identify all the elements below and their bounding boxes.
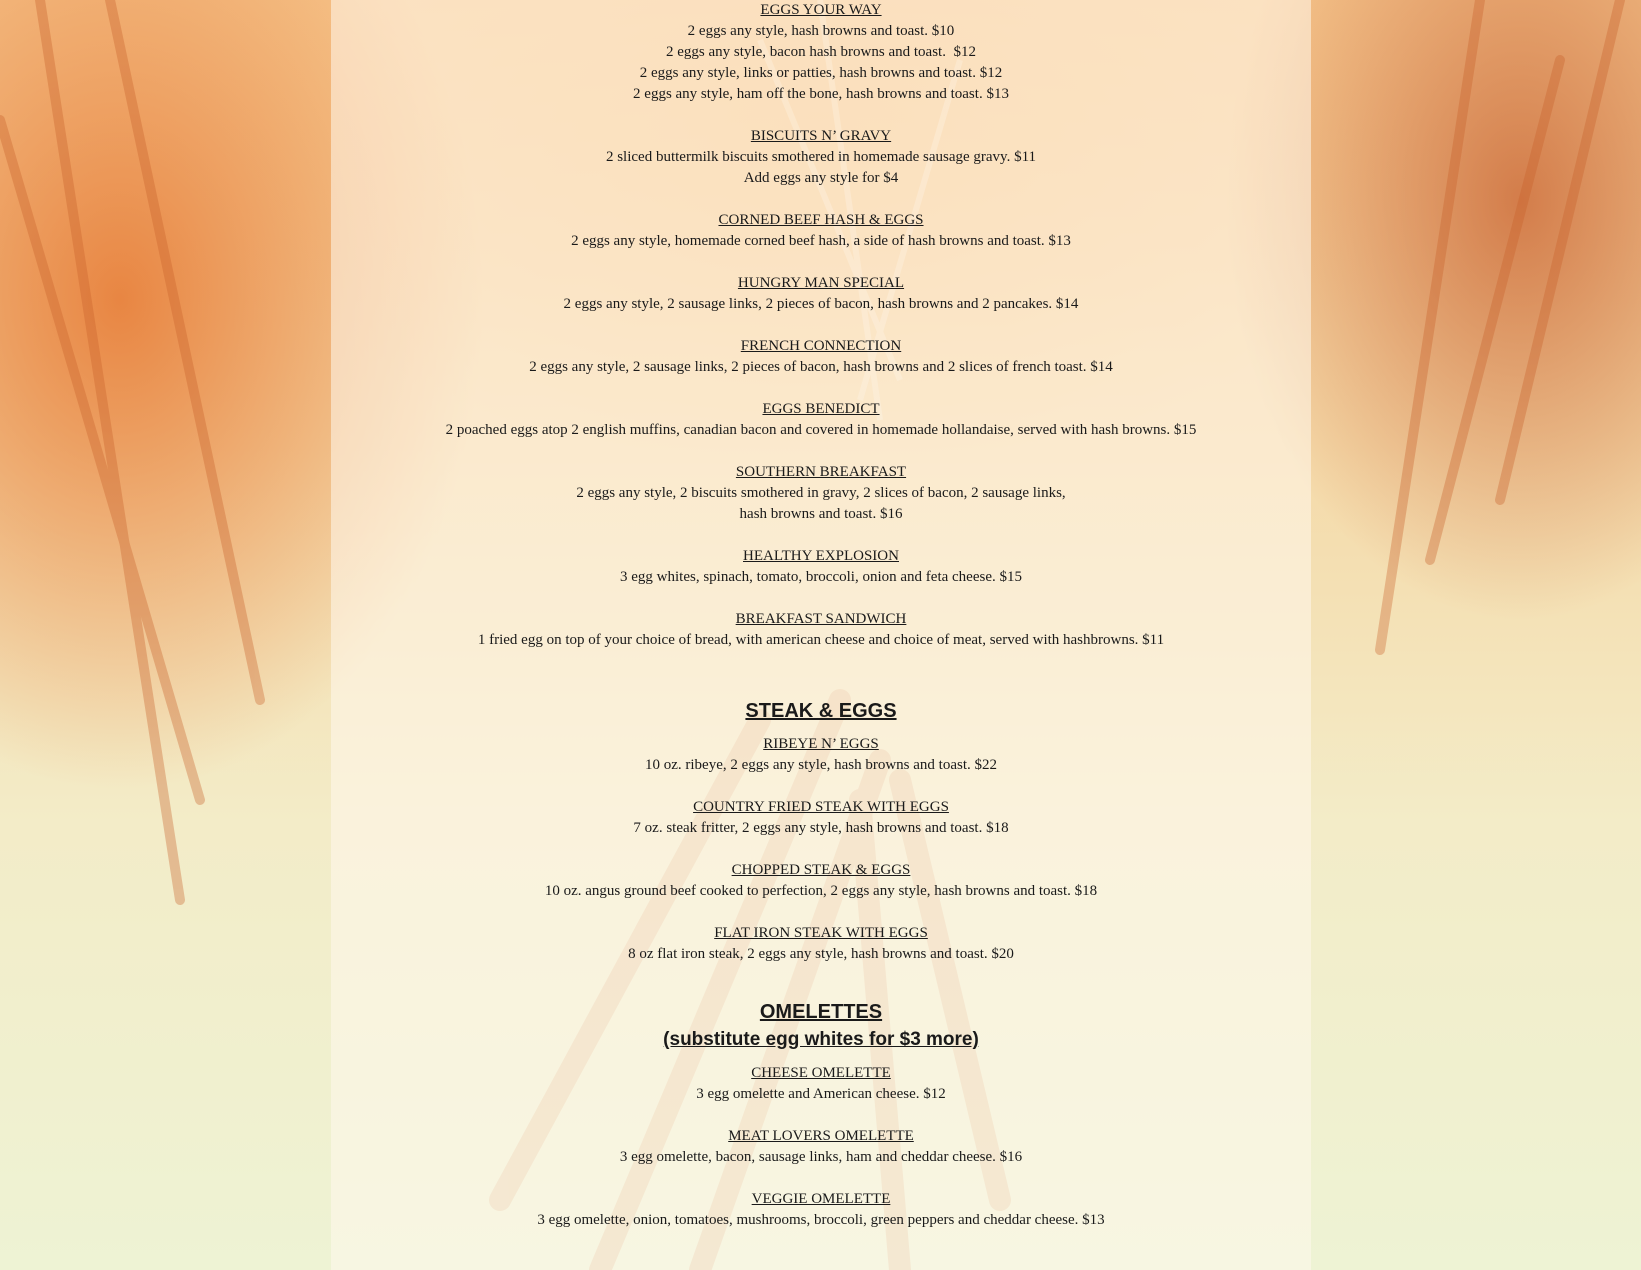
- section-subtitle-omelettes: (substitute egg whites for $3 more): [663, 1029, 979, 1050]
- omelette-list: [331, 1063, 1311, 1231]
- menu-item-name: FRENCH CONNECTION: [740, 338, 902, 354]
- menu-item-name: BREAKFAST SANDWICH: [735, 611, 907, 627]
- menu-item-name: CHOPPED STEAK & EGGS: [731, 862, 911, 878]
- menu-item-description: 2 poached eggs atop 2 english muffins, canadian bacon and covered in homemade hollandaise, served with hash browns. $15: [445, 422, 1197, 438]
- menu-item-name: EGGS YOUR WAY: [760, 2, 882, 18]
- menu-item-description: 2 eggs any style, hash browns and toast. $10: [687, 23, 955, 39]
- menu-item-name: BISCUITS N’ GRAVY: [750, 128, 892, 144]
- menu-item-description: hash browns and toast. $16: [739, 506, 903, 522]
- menu-item-name: CHEESE OMELETTE: [751, 1065, 891, 1081]
- menu-item-description: 3 egg whites, spinach, tomato, broccoli, onion and feta cheese. $15: [620, 569, 1022, 585]
- menu-item-name: MEAT LOVERS OMELETTE: [728, 1128, 914, 1144]
- menu-item-name: COUNTRY FRIED STEAK WITH EGGS: [693, 799, 949, 815]
- menu-item-description: 2 eggs any style, homemade corned beef hash, a side of hash browns and toast. $13: [571, 233, 1071, 249]
- menu-item-description: 2 sliced buttermilk biscuits smothered in homemade sausage gravy. $11: [605, 149, 1037, 165]
- menu-item-name: VEGGIE OMELETTE: [751, 1191, 891, 1207]
- menu-item-description: 8 oz flat iron steak, 2 eggs any style, hash browns and toast. $20: [628, 946, 1014, 962]
- menu-item-name: RIBEYE N’ EGGS: [763, 736, 879, 752]
- menu-item-description: Add eggs any style for $4: [743, 170, 899, 186]
- menu-item-description: 3 egg omelette, bacon, sausage links, ham and cheddar cheese. $16: [619, 1149, 1023, 1165]
- steak-list: [331, 734, 1311, 965]
- menu-item-description: 1 fried egg on top of your choice of bread, with american cheese and choice of meat, served with hashbrowns. $11: [477, 632, 1165, 648]
- menu-item-name: HUNGRY MAN SPECIAL: [737, 275, 905, 291]
- menu-item-description: 10 oz. angus ground beef cooked to perfection, 2 eggs any style, hash browns and toast. $18: [544, 883, 1098, 899]
- menu-item-description: 10 oz. ribeye, 2 eggs any style, hash browns and toast. $22: [644, 757, 998, 773]
- menu-item-description: 2 eggs any style, 2 sausage links, 2 pieces of bacon, hash browns and 2 pancakes. $14: [563, 296, 1079, 312]
- menu-item-description: 2 eggs any style, bacon hash browns and toast. $12: [666, 44, 976, 60]
- menu-item-name: CORNED BEEF HASH & EGGS: [718, 212, 924, 228]
- breakfast-list: [331, 0, 1311, 651]
- menu-item-description: 2 eggs any style, links or patties, hash browns and toast. $12: [639, 65, 1003, 81]
- menu-item-description: 2 eggs any style, 2 biscuits smothered in gravy, 2 slices of bacon, 2 sausage links,: [576, 485, 1066, 501]
- menu-item-description: 2 eggs any style, 2 sausage links, 2 pieces of bacon, hash browns and 2 slices of french toast. $14: [529, 359, 1113, 375]
- menu-item-description: 3 egg omelette and American cheese. $12: [696, 1086, 946, 1102]
- menu-item-name: EGGS BENEDICT: [762, 401, 880, 417]
- menu-item-name: HEALTHY EXPLOSION: [743, 548, 899, 564]
- menu-item-description: 7 oz. steak fritter, 2 eggs any style, hash browns and toast. $18: [633, 820, 1009, 836]
- menu-content: [331, 0, 1311, 1231]
- section-title-omelettes: OMELETTES: [759, 1001, 883, 1023]
- menu-item-description: 3 egg omelette, onion, tomatoes, mushrooms, broccoli, green peppers and cheddar cheese. $13: [537, 1212, 1105, 1228]
- section-title-steak: STEAK & EGGS: [745, 700, 897, 722]
- menu-item-name: FLAT IRON STEAK WITH EGGS: [714, 925, 928, 941]
- menu-item-description: 2 eggs any style, ham off the bone, hash browns and toast. $13: [633, 86, 1009, 102]
- menu-item-name: SOUTHERN BREAKFAST: [735, 464, 907, 480]
